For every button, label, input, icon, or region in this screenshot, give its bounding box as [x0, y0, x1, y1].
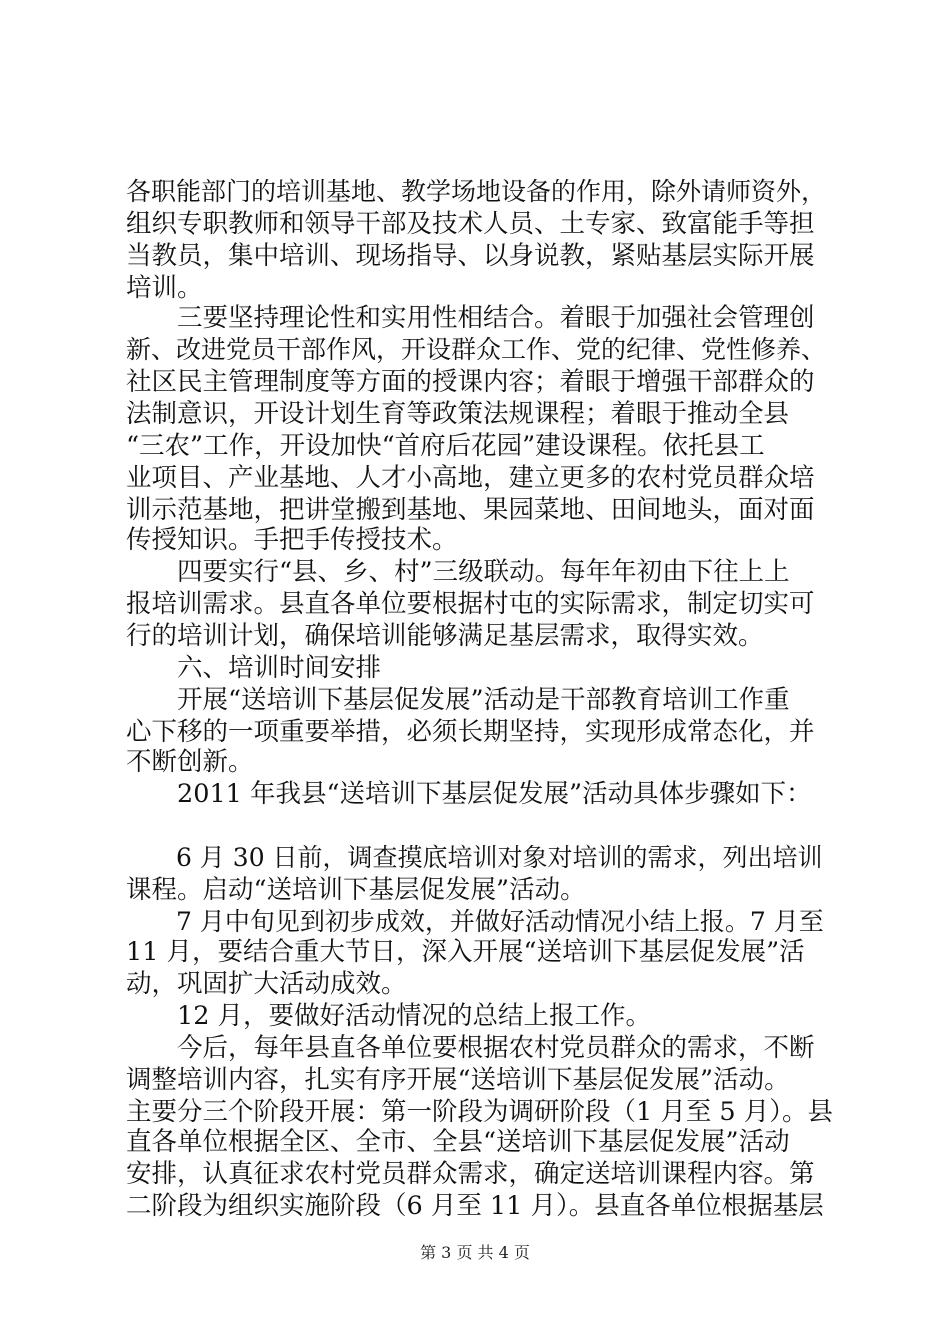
text-line: 2011 年我县“送培训下基层促发展”活动具体步骤如下： — [126, 779, 812, 809]
text-line: 培训。 — [126, 273, 203, 303]
text-line: 6 月 30 日前，调查摸底培训对象对培训的需求，列出培训 — [126, 843, 823, 872]
text-line: 各职能部门的培训基地、教学场地设备的作用，除外请师资外， — [126, 177, 827, 206]
text-line: 行的培训计划，确保培训能够满足基层需求，取得实效。 — [126, 621, 764, 651]
text-line: 四要实行“县、乡、村”三级联动。每年年初由下往上上 — [126, 557, 790, 587]
text-line: 传授知识。手把手传授技术。 — [126, 525, 458, 555]
text-line: 安排，认真征求农村党员群众需求，确定送培训课程内容。第 — [126, 1159, 815, 1189]
text-line: 7 月中旬见到初步成效，并做好活动情况小结上报。7 月至 — [126, 907, 824, 936]
page-footer: 第 3 页 共 4 页 — [420, 1243, 530, 1262]
text-line: 训示范基地，把讲堂搬到基地、果园菜地、田间地头，面对面 — [126, 495, 815, 525]
text-line: 不断创新。 — [126, 747, 254, 777]
text-line: 主要分三个阶段开展：第一阶段为调研阶段（1 月至 5 月）。县 — [126, 1097, 834, 1127]
text-line: 心下移的一项重要举措，必须长期坚持，实现形成常态化，并 — [126, 717, 815, 747]
text-line: 今后，每年县直各单位要根据农村党员群众的需求，不断 — [126, 1033, 815, 1063]
text-line: 社区民主管理制度等方面的授课内容；着眼于增强干部群众的 — [126, 367, 815, 397]
text-line: 直各单位根据全区、全市、全县“送培训下基层促发展”活动 — [126, 1127, 790, 1157]
text-line: 当教员，集中培训、现场指导、以身说教，紧贴基层实际开展 — [126, 241, 815, 271]
text-line: 动，巩固扩大活动成效。 — [126, 969, 407, 999]
text-line: 业项目、产业基地、人才小高地，建立更多的农村党员群众培 — [126, 463, 815, 493]
text-line: 三要坚持理论性和实用性相结合。着眼于加强社会管理创 — [126, 303, 815, 333]
text-line: 课程。启动“送培训下基层促发展”活动。 — [126, 875, 586, 905]
text-line: 12 月，要做好活动情况的总结上报工作。 — [126, 1001, 652, 1031]
text-line: 新、改进党员干部作风，开设群众工作、党的纪律、党性修养、 — [126, 335, 827, 364]
section-heading: 六、培训时间安排 — [126, 653, 382, 683]
text-line: 调整培训内容，扎实有序开展“送培训下基层促发展”活动。 — [126, 1065, 790, 1095]
text-line: “三农”工作，开设加快“首府后花园”建设课程。依托县工 — [126, 431, 765, 461]
text-line: 法制意识，开设计划生育等政策法规课程；着眼于推动全县 — [126, 399, 790, 429]
text-line: 开展“送培训下基层促发展”活动是干部教育培训工作重 — [126, 685, 790, 715]
text-line: 组织专职教师和领导干部及技术人员、土专家、致富能手等担 — [126, 209, 815, 239]
text-line: 11 月，要结合重大节日，深入开展“送培训下基层促发展”活 — [126, 937, 805, 967]
text-line: 二阶段为组织实施阶段（6 月至 11 月）。县直各单位根据基层 — [126, 1191, 824, 1221]
text-line: 报培训需求。县直各单位要根据村屯的实际需求，制定切实可 — [126, 589, 815, 619]
